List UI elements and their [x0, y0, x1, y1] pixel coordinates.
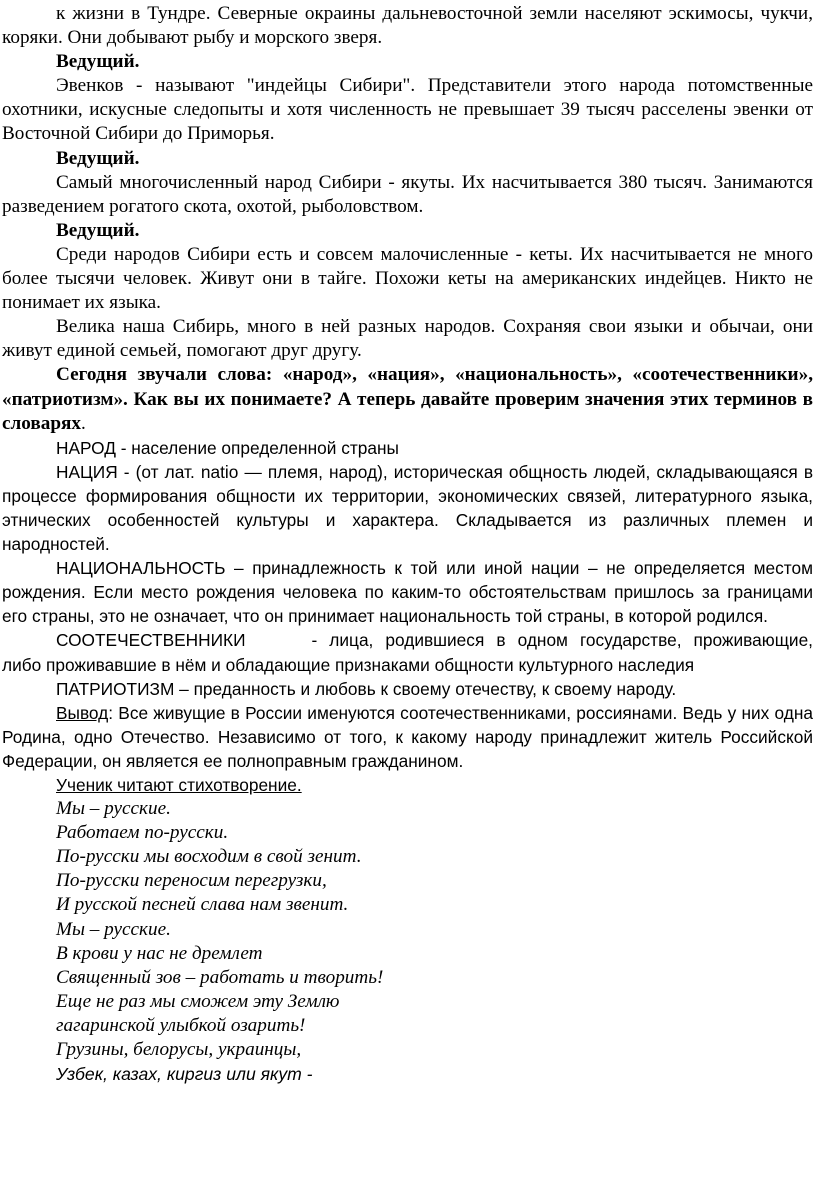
definition-patriotizm: ПАТРИОТИЗМ – преданность и любовь к своему отечеству, к своему народу. [56, 678, 677, 699]
question-end: . [81, 412, 86, 434]
poem-line: По-русски мы восходим в свой зенит. [56, 846, 362, 868]
poem-line: Работаем по-русски. [56, 822, 229, 844]
intro-paragraph: к жизни в Тундре. Северные окраины дальневосточной земли населяют эскимосы, чукчи, коряки. Они добывают рыбу и морского зверя. [2, 3, 813, 49]
poem-line: гагаринской улыбкой озарить! [56, 1014, 306, 1036]
definition-sootechestvenniki [2, 628, 813, 676]
poem [2, 797, 813, 1086]
conclusion-paragraph [2, 701, 813, 773]
conclusion-text: : Все живущие в России именуются соотечественниками, россиянами. Ведь у них одна Родина, одно Отечество. Независимо от того, к какому народу принадлежит житель Российской Федерации, он является ее полноправным гражданином. [2, 702, 813, 771]
question-paragraph [2, 363, 813, 435]
poem-line: И русской песней слава нам звенит. [56, 894, 349, 916]
definition-natsiya: НАЦИЯ - (от лат. natio — племя, народ), историческая общность людей, складывающаяся в процессе формирования общности их территории, экономических связей, литературного языка, этнических особенностей культуры и характера. Складывается из различных племен и народностей. [2, 461, 813, 555]
yakuts-paragraph: Самый многочисленный народ Сибири - якуты. Их насчитывается 380 тысяч. Занимаются разведением рогатого скота, охотой, рыболовством. [2, 171, 813, 217]
speaker-label: Ведущий. [56, 219, 140, 241]
poem-line: Грузины, белорусы, украинцы, [56, 1039, 302, 1061]
poem-line: По-русски переносим перегрузки, [56, 870, 327, 892]
evenki-paragraph: Эвенков - называют "индейцы Сибири". Представители этого народа потомственные охотники, искусные следопыты и хотя численность не превышает 39 тысяч расселены эвенки от Восточной Сибири до Приморья. [2, 75, 813, 145]
speaker-label: Ведущий. [56, 147, 140, 169]
poem-line: В крови у нас не дремлет [56, 942, 263, 964]
speaker-label: Ведущий. [56, 51, 140, 73]
poem-line: Мы – русские. [56, 798, 171, 820]
sootechestvenniki-text: - лица, родившиеся в одном государстве, проживающие, либо проживавшие в нём и обладающие признаками общности культурного наследия [2, 630, 813, 675]
poem-line: Еще не раз мы сможем эту Землю [56, 990, 340, 1012]
siberia-paragraph: Велика наша Сибирь, много в ней разных народов. Сохраняя свои языки и обычаи, они живут единой семьей, помогают друг другу. [2, 316, 813, 362]
poem-line: Священный зов – работать и творить! [56, 966, 384, 988]
student-reads-line: Ученик читают стихотворение. [56, 775, 302, 795]
kety-paragraph: Среди народов Сибири есть и совсем малочисленные - кеты. Их насчитывается не много более тысячи человек. Живут они в тайге. Похожи кеты на американских индейцев. Никто не понимает их языка. [2, 243, 813, 314]
definition-narod: НАРОД - население определенной страны [56, 437, 399, 458]
conclusion-label: Вывод [56, 702, 109, 723]
sootechestvenniki-term: СООТЕЧЕСТВЕННИКИ [56, 630, 246, 651]
question-text: Сегодня звучали слова: «народ», «нация», «национальность», «соотечественники», «патриотизм». Как вы их понимаете? А теперь давайте проверим значения этих терминов в словарях [2, 364, 813, 434]
poem-line-last: Узбек, казах, киргиз или якут - [56, 1064, 313, 1085]
definition-natsionalnost: НАЦИОНАЛЬНОСТЬ – принадлежность к той или иной нации – не определяется местом рождения. Если место рождения человека по каким-то обстоятельствам пришлось за границами его страны, это не означает, что он принимает национальность той страны, в которой родился. [2, 558, 813, 627]
poem-line: Мы – русские. [56, 918, 171, 940]
